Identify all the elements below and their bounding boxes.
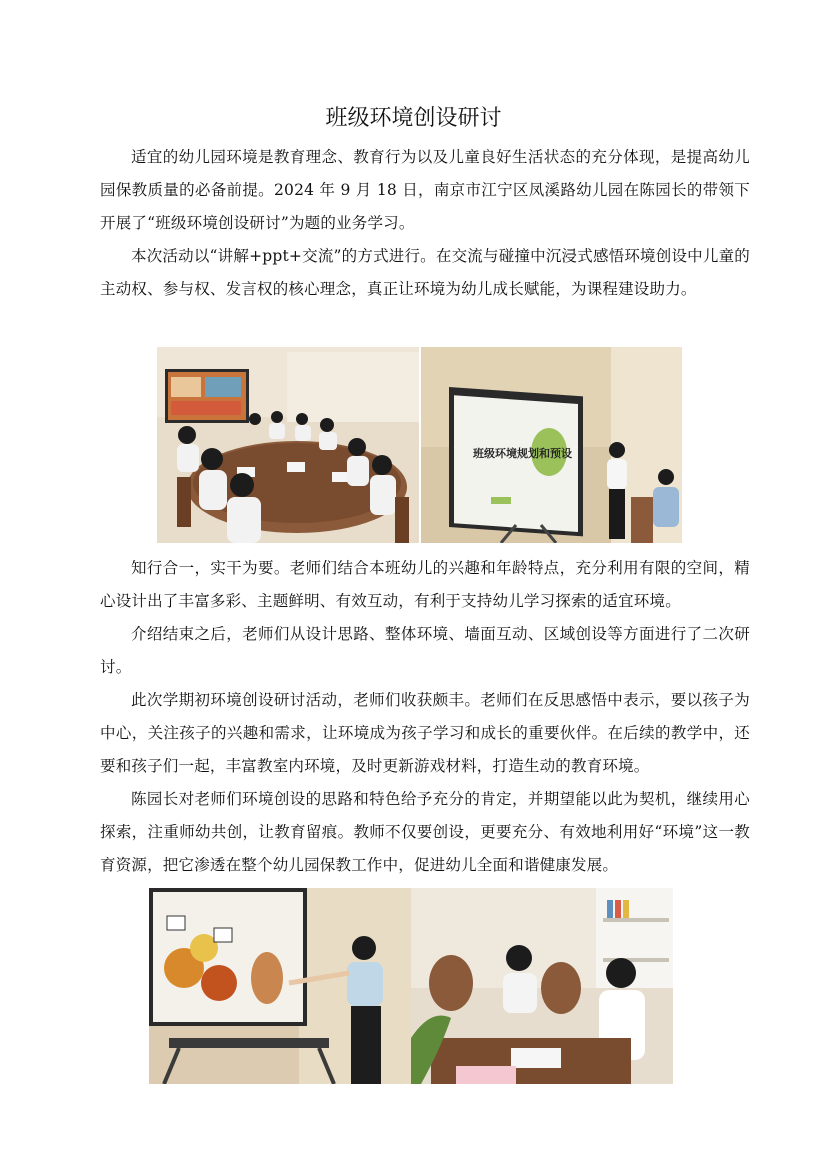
paragraph-4: 介绍结束之后，老师们从设计思路、整体环境、墙面互动、区域创设等方面进行了二次研讨。 — [100, 625, 750, 676]
paragraph-5: 此次学期初环境创设研讨活动，老师们收获颇丰。老师们在反思感悟中表示，要以孩子为中心，关注孩子的兴趣和需求，让环境成为孩子学习和成长的重要伙伴。在后续的教学中，还要和孩子们一起，丰富教室内环境，及时更新游戏材料，打造生动的教育环境。 — [100, 691, 750, 775]
paragraph-6: 陈园长对老师们环境创设的思路和特色给予充分的肯定，并期望能以此为契机，继续用心探索，注重师幼共创，让教育留痕。教师不仅要创设，更要充分、有效地利用好“环境”这一教育资源，把它渗透在整个幼儿园保教工作中，促进幼儿全面和谐健康发展。 — [100, 790, 750, 874]
paragraph-2: 本次活动以“讲解+ppt+交流”的方式进行。在交流与碰撞中沉浸式感悟环境创设中儿童的主动权、参与权、发言权的核心理念，真正让环境为幼儿成长赋能，为课程建设助力。 — [100, 247, 750, 298]
photo-presentation-screen — [421, 347, 682, 543]
paragraph-1: 适宜的幼儿园环境是教育理念、教育行为以及儿童良好生活状态的充分体现，是提高幼儿园保教质量的必备前提。2024 年 9 月 18 日，南京市江宁区凤溪路幼儿园在陈园长的带领下开展了“班级环境创设研讨”为题的业务学习。 — [100, 148, 750, 232]
paragraph-3: 知行合一，实干为要。老师们结合本班幼儿的兴趣和年龄特点，充分利用有限的空间，精心设计出了丰富多彩、主题鲜明、有效互动，有利于支持幼儿学习探索的适宜环境。 — [100, 559, 750, 610]
photo-meeting-table — [157, 347, 419, 543]
page-title: 班级环境创设研讨 — [325, 106, 502, 131]
photo-teacher-pointing — [149, 888, 411, 1084]
photo-teachers-discussing — [411, 888, 673, 1084]
slide-title-text: 班级环境规划和预设 — [473, 447, 572, 460]
